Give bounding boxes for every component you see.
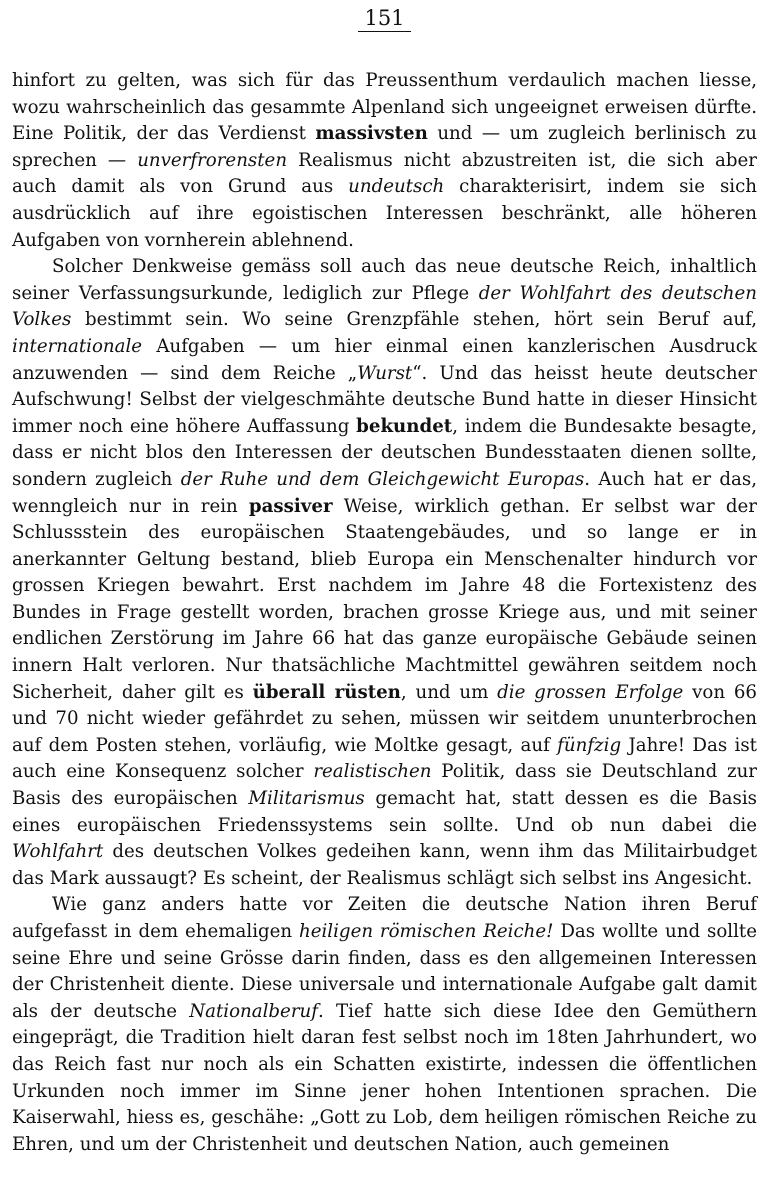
text-run: von 66 und 70 nicht wieder gefährdet zu sehen, müssen wir seitdem ununterbrochen auf dem Posten stehen, vorläufig, wie Moltke gesagt, auf [12,681,757,756]
emphasized-text: Wohlfahrt [12,841,104,863]
text-run: . Auch hat er das, wenngleich nur in rein [12,468,758,517]
text-run: Jahre! Das ist auch eine Konsequenz solcher [12,734,757,783]
emphasized-text: Wurst [357,362,413,384]
emphasized-text: fünfzig [557,734,622,756]
text-run: Politik, dass sie Deutschland zur Basis des europäischen [12,761,758,810]
text-run: , und um [400,681,498,703]
paragraph-3 [12,892,757,1158]
text-run: des deutschen Volkes gedeihen kann, wenn ihm das Militairbudget das Mark aussaugt? Es scheint, der Realismus schlägt sich selbst ins Angesicht. [12,841,757,889]
bold-text: passiver [248,495,333,517]
text-run: charakterisirt, indem sie sich ausdrücklich auf ihre egoistischen Interessen beschränkt, alle höheren Aufgaben von vornherein ablehnend. [12,176,757,251]
text-run: Solcher Denkweise gemäss soll auch das neue deutsche Reich, inhaltlich seiner Verfassungsurkunde, lediglich zur Pflege [12,256,757,304]
text-run: , indem die Bundesakte besagte, dass er nicht blos den Interessen der deutschen Bundesstaaten dienen sollte, sondern zugleich [12,415,757,490]
bold-text: überall rüsten [252,681,401,703]
emphasized-text: Nationalberuf [189,1000,318,1022]
emphasized-text: internationale [12,335,143,357]
text-run: hinfort zu gelten, was sich für das Preussenthum verdaulich machen liesse, wozu wahrscheinlich das gesammte Alpenland sich ungeeignet erweisen dürfte. Eine Politik, der das Verdienst [12,70,757,145]
emphasized-text: undeutsch [348,176,445,198]
text-run: und — um zugleich berlinisch zu sprechen — [12,123,757,171]
text-run: Das wollte und sollte seine Ehre und seine Grösse darin finden, dass es den allgemeinen Interessen der Christenheit diente. Diese universale und internationale Aufgabe galt damit als der deutsche [12,921,757,1022]
emphasized-text: der Wohlfahrt des deutschen Volkes [12,282,757,331]
text-run: Weise, wirklich gethan. Er selbst war der Schlussstein des europäischen Staatengebäudes, und so lange er in anerkannter Geltung bestand, blieb Europa ein Menschenalter hindurch vor grossen Kriegen bewahrt. Erst nachdem im Jahre 48 die Fortexistenz des Bundes in Frage gestellt worden, brachen grosse Kriege aus, und mit seiner endlichen Zerstörung im Jahre 66 hat das ganze europäische Gebäude seinen innern Halt verloren. Nur thatsächliche Machtmittel gewähren seitdem noch Sicherheit, daher gilt es [12,495,757,703]
emphasized-text: Militarismus [248,788,365,810]
text-run: Wie ganz anders hatte vor Zeiten die deutsche Nation ihren Beruf aufgefasst in dem ehemaligen [12,894,757,942]
bold-text: massivsten [315,123,428,145]
emphasized-text: der Ruhe und dem Gleichgewicht Europas [180,468,585,490]
page-number-text: 151 [358,6,410,32]
text-run: Realismus nicht abzustreiten ist, die sich aber auch damit als von Grund aus [12,149,757,198]
text-run: bestimmt sein. Wo seine Grenzpfähle stehen, hört sein Beruf auf, [71,309,757,331]
emphasized-text: die grossen Erfolge [497,681,684,703]
paragraph-2 [12,254,757,892]
text-run: gemacht hat, statt dessen es die Basis eines europäischen Friedenssystems sein sollte. Und ob nun dabei die [12,788,757,836]
emphasized-text: unverfrorensten [137,149,288,171]
emphasized-text: heiligen römischen Reiche! [299,921,554,942]
text-run: Aufgaben — um hier einmal einen kanzlerischen Ausdruck anzuwenden — sind dem Reiche „ [12,335,757,384]
page-number [12,0,757,36]
emphasized-text: realistischen [313,761,432,783]
text-run: . Tief hatte sich diese Idee den Gemüthern eingeprägt, die Tradition hielt daran fest selbst noch im 18ten Jahrhundert, wo das Reich fast nur noch als ein Schatten existirte, indessen die öffentlichen Urkunden noch immer im Sinne jener hohen Intentionen sprachen. Die Kaiserwahl, hiess es, geschähe: „Gott zu Lob, dem heiligen römischen Reiche zu Ehren, und um der Christenheit und deutschen Nation, auch gemeinen [12,1000,757,1155]
bold-text: bekundet [356,415,453,437]
text-run: “. Und das heisst heute deutscher Aufschwung! Selbst der vielgeschmähte deutsche Bund hatte in dieser Hinsicht immer noch eine höhere Auffassung [12,362,757,437]
paragraph-1 [12,68,757,254]
